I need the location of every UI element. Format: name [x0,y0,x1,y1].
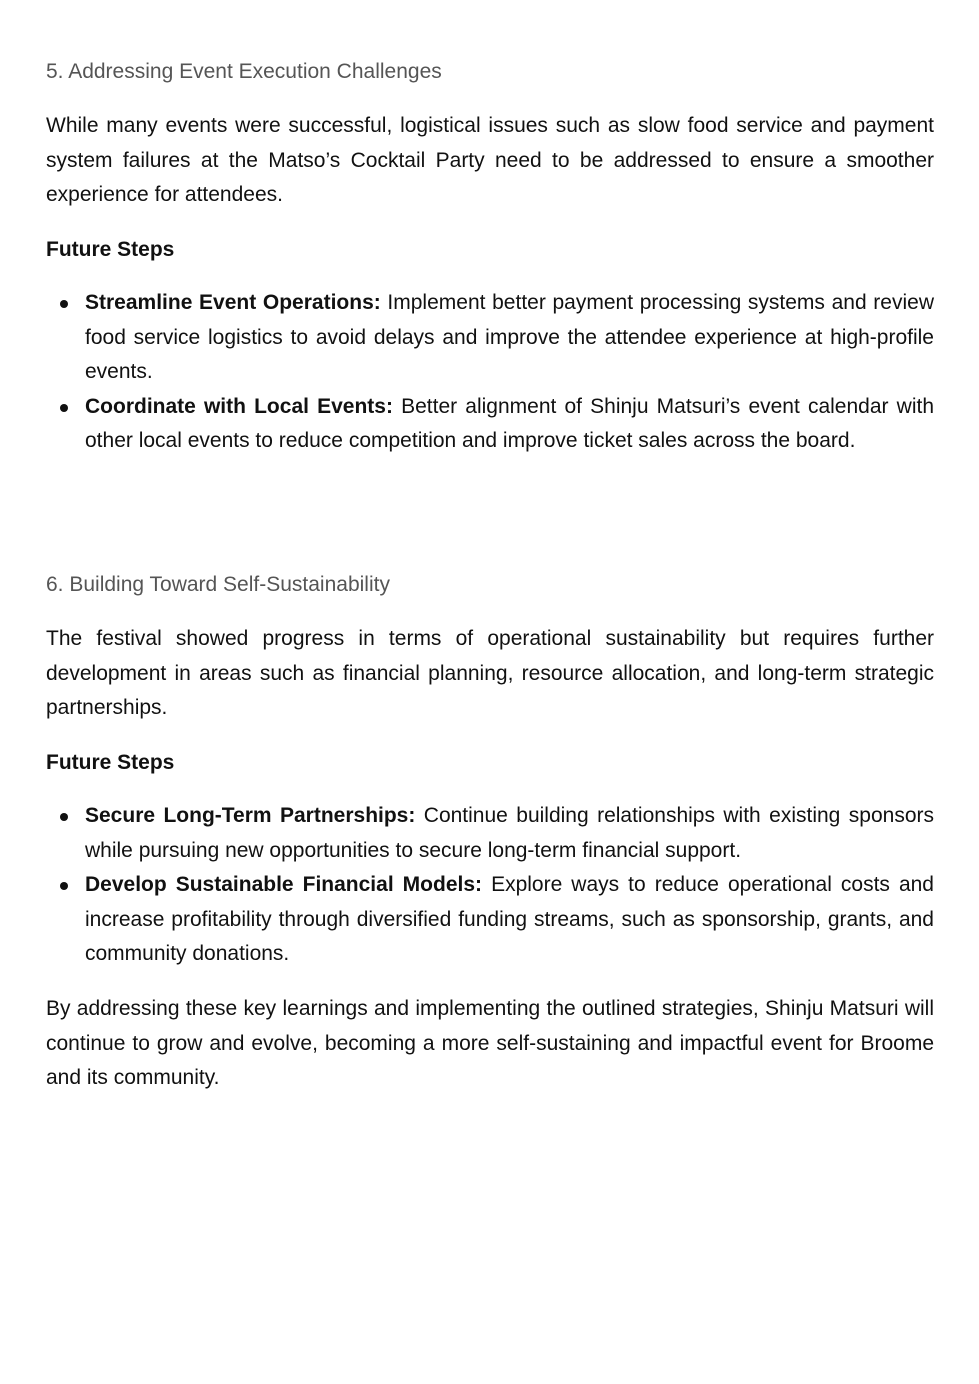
list-item [46,799,934,868]
future-steps-list [46,286,934,459]
bullet-icon [60,404,68,412]
conclusion-paragraph: By addressing these key learnings and implementing the outlined strategies, Shinju Matsuri will continue to grow and evolve, becoming a more self-sustaining and impactful event for Broome and its community. [46,997,934,1090]
bullet-icon [60,813,68,821]
section-paragraph: The festival showed progress in terms of operational sustainability but requires further development in areas such as financial planning, resource allocation, and long-term strategic partnerships. [46,627,934,720]
future-steps-list [46,799,934,972]
section-heading: 5. Addressing Event Execution Challenges [46,60,442,83]
list-item [46,868,934,972]
future-steps-title: Future Steps [46,751,175,774]
step-label: Develop Sustainable Financial Models: [85,873,483,897]
step-label: Secure Long-Term Partnerships: [85,804,416,827]
list-item [46,390,934,459]
list-item [46,286,934,390]
future-steps-title: Future Steps [46,238,175,261]
section-paragraph: While many events were successful, logistical issues such as slow food service and payment system failures at the Matso’s Cocktail Party need to be addressed to ensure a smoother experience for attendees. [46,114,934,207]
bullet-icon [60,882,68,890]
step-label: Coordinate with Local Events: [85,394,393,418]
step-label: Streamline Event Operations: [85,291,381,314]
step-text: Implement better payment processing systems and review food service logistics to avoid delays and improve the attendee experience at high-profile events. [85,291,934,384]
section-heading: 6. Building Toward Self-Sustainability [46,573,390,596]
step-text: Continue building relationships with existing sponsors while pursuing new opportunities to secure long-term financial support. [85,804,934,862]
step-text: Explore ways to reduce operational costs and increase profitability through diversified funding streams, such as sponsorship, grants, and community donations. [85,873,934,966]
step-text: Better alignment of Shinju Matsuri’s event calendar with other local events to reduce competition and improve ticket sales across the board. [85,394,934,453]
bullet-icon [60,300,68,308]
